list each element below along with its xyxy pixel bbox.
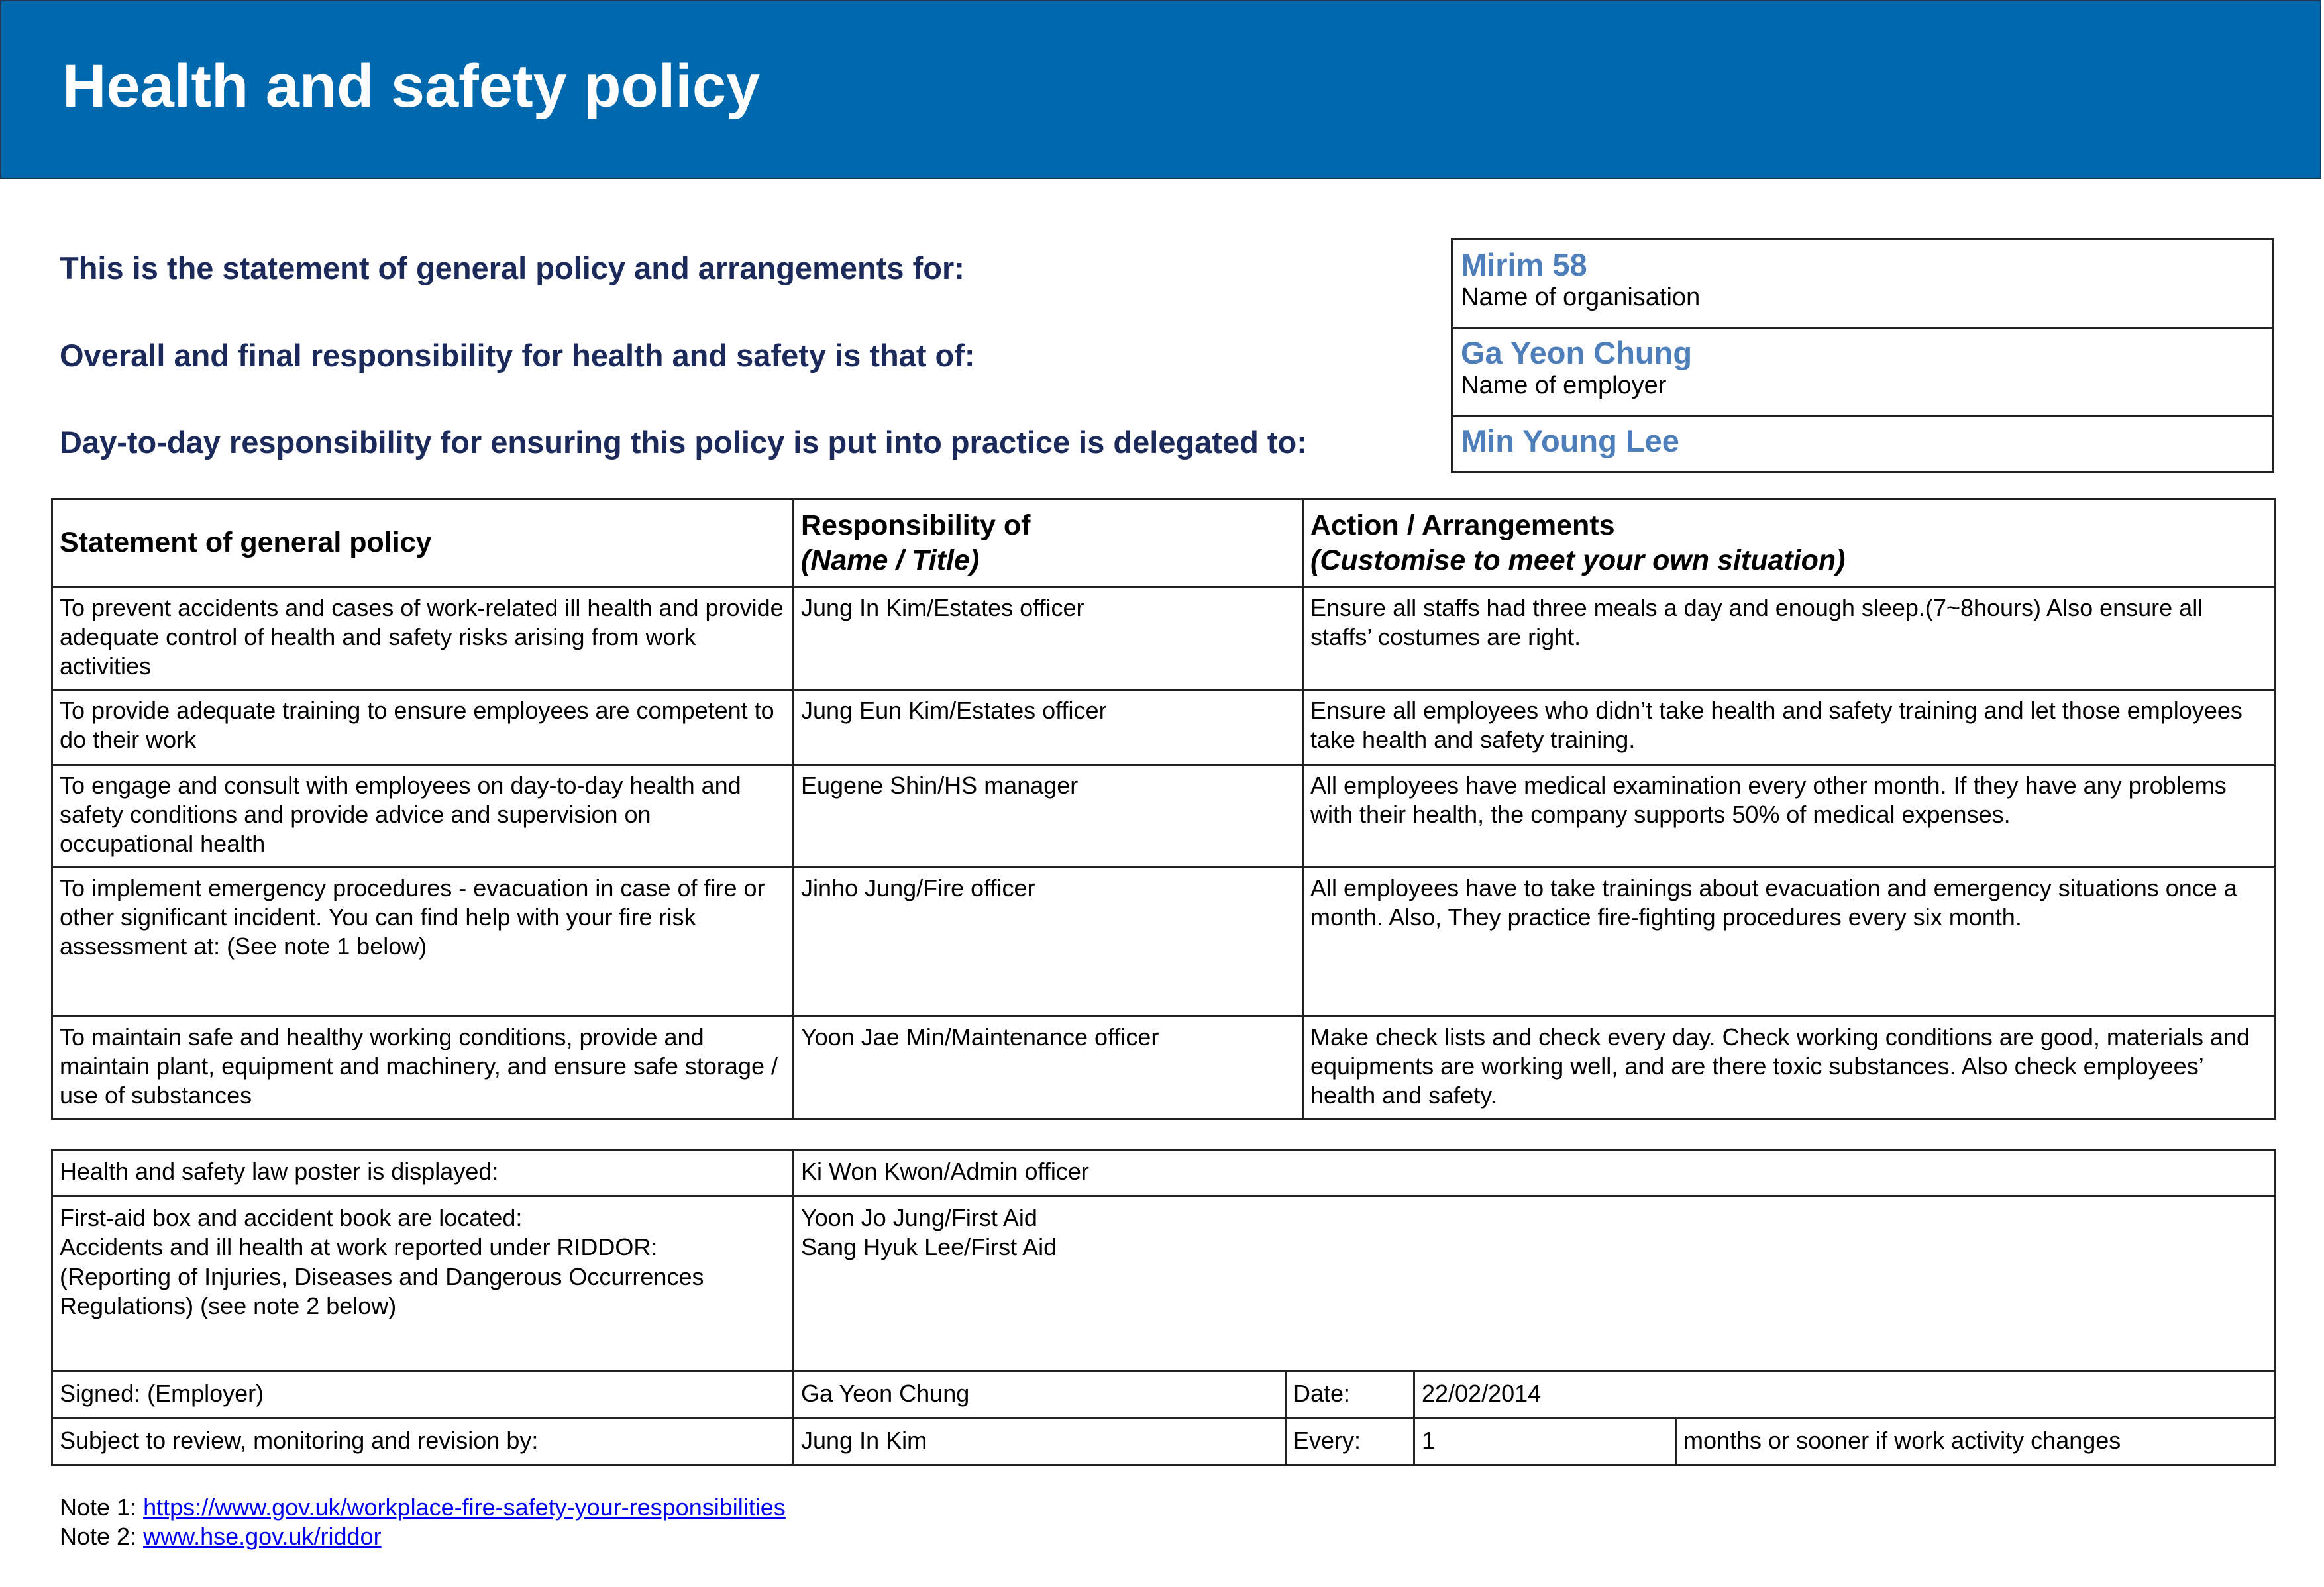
arrangements-table: [51, 1149, 2276, 1466]
policy-responsible[interactable]: Yoon Jae Min/Maintenance officer: [794, 1016, 1303, 1119]
table-row: [52, 764, 2276, 867]
poster-value[interactable]: Ki Won Kwon/Admin officer: [794, 1150, 2276, 1196]
policy-header-row: [52, 499, 2276, 588]
header-banner: [0, 0, 2321, 179]
review-label: Subject to review, monitoring and revision by:: [52, 1419, 794, 1466]
note1-link[interactable]: https://www.gov.uk/workplace-fire-safety-your-responsibilities: [143, 1494, 786, 1521]
responsibility-header-line2: (Name / Title): [801, 544, 980, 576]
table-row: [52, 690, 2276, 764]
notes: [60, 1493, 786, 1552]
policy-responsible[interactable]: Jinho Jung/Fire officer: [794, 867, 1303, 1016]
firstaid-value[interactable]: [794, 1196, 2276, 1372]
policy-responsible[interactable]: Jung Eun Kim/Estates officer: [794, 690, 1303, 764]
note1-label: Note 1:: [60, 1494, 144, 1521]
date-label: Date:: [1286, 1372, 1414, 1419]
action-header-line1: Action / Arrangements: [1310, 509, 1615, 541]
firstaid-label-line2: Accidents and ill health at work reported under RIDDOR:: [60, 1233, 658, 1261]
policy-statement[interactable]: To maintain safe and healthy working conditions, provide and maintain plant, equipment and machinery, and ensure safe storage / use of substances: [52, 1016, 794, 1119]
overall-responsibility-label: Overall and final responsibility for health and safety is that of:: [60, 338, 975, 373]
col-action-header: [1303, 499, 2276, 588]
employer-name: Ga Yeon Chung: [1461, 335, 1693, 370]
note-1: [60, 1493, 786, 1522]
firstaid-row: [52, 1196, 2276, 1372]
review-row: [52, 1419, 2276, 1466]
policy-statement[interactable]: To engage and consult with employees on day-to-day health and safety conditions and provide advice and supervision on occupational health: [52, 764, 794, 867]
signed-value[interactable]: Ga Yeon Chung: [794, 1372, 1286, 1419]
employer-cell[interactable]: [1453, 329, 2272, 417]
policy-action[interactable]: Ensure all employees who didn’t take health and safety training and let those employees take health and safety training.: [1303, 690, 2276, 764]
policy-statement[interactable]: To prevent accidents and cases of work-related ill health and provide adequate control of health and safety risks arising from work activities: [52, 587, 794, 690]
organisation-info-box: [1451, 238, 2274, 473]
policy-statement[interactable]: To implement emergency procedures - evacuation in case of fire or other significant incident. You can find help with your fire risk assessment at: (See note 1 below): [52, 867, 794, 1016]
every-label: Every:: [1286, 1419, 1414, 1466]
action-header-line2: (Customise to meet your own situation): [1310, 544, 1846, 576]
policy-action[interactable]: Make check lists and check every day. Check working conditions are good, materials and equipments are working well, and are there toxic substances. Also check employees’ health and safety.: [1303, 1016, 2276, 1119]
note-2: [60, 1522, 786, 1551]
policy-responsible[interactable]: Eugene Shin/HS manager: [794, 764, 1303, 867]
signed-row: [52, 1372, 2276, 1419]
policy-responsible[interactable]: Jung In Kim/Estates officer: [794, 587, 1303, 690]
poster-row: [52, 1150, 2276, 1196]
policy-action[interactable]: Ensure all staffs had three meals a day and enough sleep.(7~8hours) Also ensure all staffs’ costumes are right.: [1303, 587, 2276, 690]
firstaid-label-line3: (Reporting of Injuries, Diseases and Dangerous Occurrences Regulations) (see note 2 below): [60, 1262, 704, 1319]
col-statement-header: Statement of general policy: [52, 499, 794, 588]
every-suffix: months or sooner if work activity changes: [1676, 1419, 2276, 1466]
policy-statement[interactable]: To provide adequate training to ensure employees are competent to do their work: [52, 690, 794, 764]
organisation-name: Mirim 58: [1461, 247, 1587, 282]
statement-label: This is the statement of general policy and arrangements for:: [60, 250, 965, 285]
delegate-cell[interactable]: [1453, 417, 2272, 471]
review-value[interactable]: Jung In Kim: [794, 1419, 1286, 1466]
firstaid-value-line1: Yoon Jo Jung/First Aid: [801, 1204, 1037, 1231]
note2-link[interactable]: www.hse.gov.uk/riddor: [143, 1523, 382, 1551]
note2-label: Note 2:: [60, 1523, 144, 1551]
signed-label: Signed: (Employer): [52, 1372, 794, 1419]
every-value[interactable]: 1: [1414, 1419, 1676, 1466]
employer-caption: Name of employer: [1461, 372, 1667, 400]
col-responsibility-header: [794, 499, 1303, 588]
date-value[interactable]: 22/02/2014: [1414, 1372, 2276, 1419]
responsibility-header-line1: Responsibility of: [801, 509, 1031, 541]
policy-table: [51, 498, 2276, 1120]
policy-action[interactable]: All employees have medical examination every other month. If they have any problems with their health, the company supports 50% of medical expenses.: [1303, 764, 2276, 867]
table-row: [52, 587, 2276, 690]
delegate-name: Min Young Lee: [1461, 423, 1679, 458]
organisation-cell[interactable]: [1453, 240, 2272, 329]
policy-action[interactable]: All employees have to take trainings about evacuation and emergency situations once a month. Also, They practice fire-fighting procedures every six month.: [1303, 867, 2276, 1016]
poster-label: Health and safety law poster is displayed:: [52, 1150, 794, 1196]
firstaid-label: [52, 1196, 794, 1372]
organisation-caption: Name of organisation: [1461, 283, 1701, 312]
firstaid-value-line2: Sang Hyuk Lee/First Aid: [801, 1233, 1057, 1261]
table-row: [52, 1016, 2276, 1119]
daytoday-responsibility-label: Day-to-day responsibility for ensuring this policy is put into practice is delegated to:: [60, 425, 1307, 460]
table-row: [52, 867, 2276, 1016]
page-title: Health and safety policy: [62, 52, 761, 120]
firstaid-label-line1: First-aid box and accident book are located:: [60, 1204, 523, 1231]
